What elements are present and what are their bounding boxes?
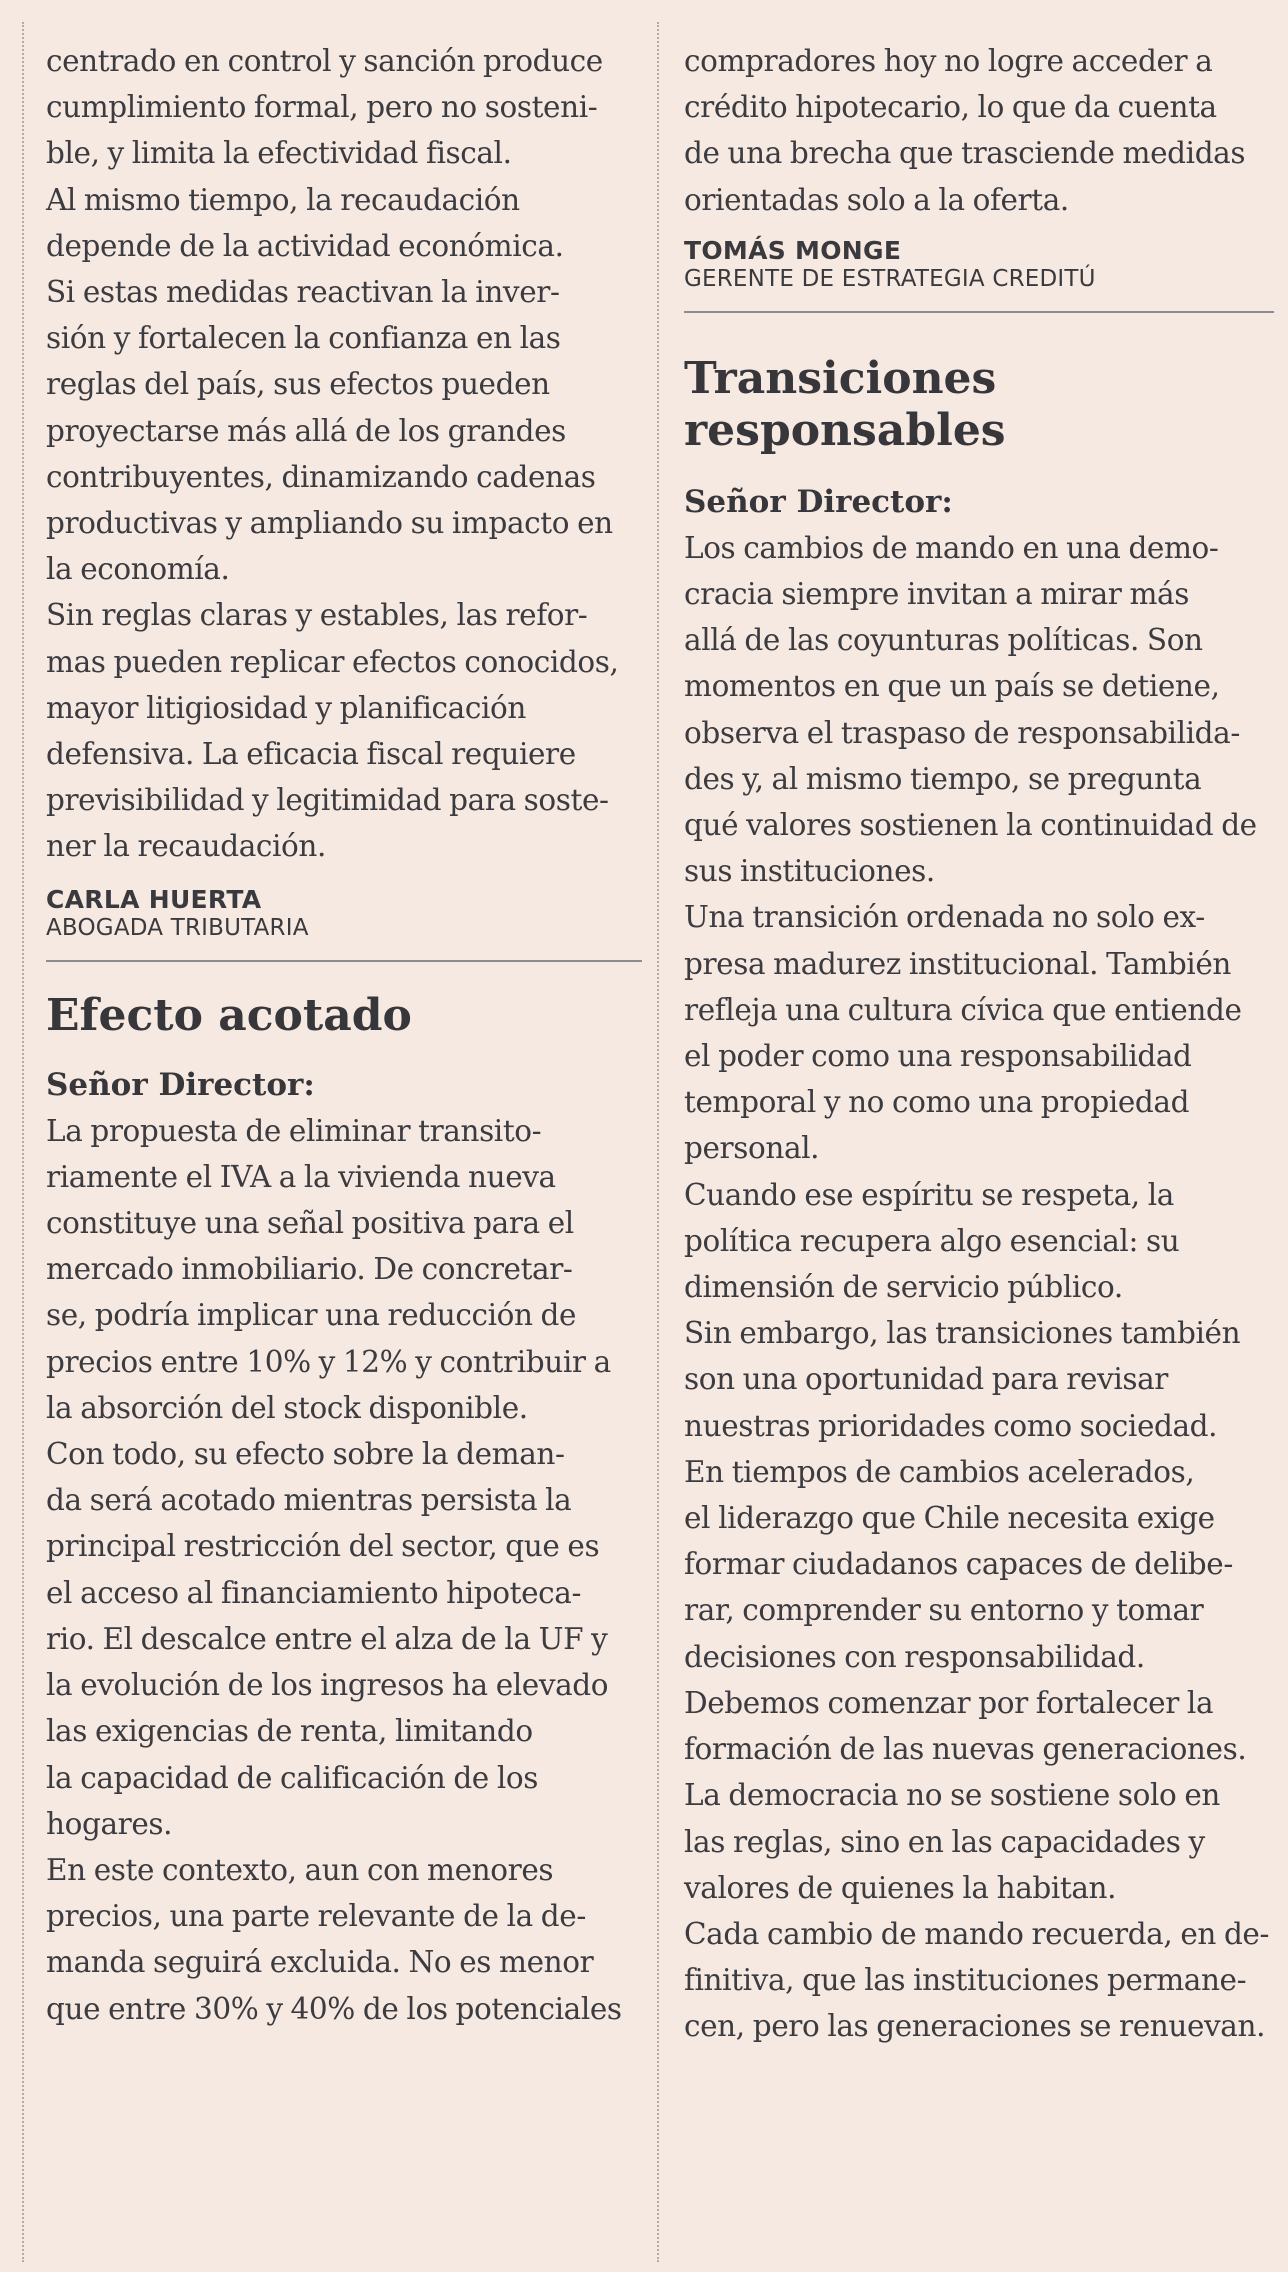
signature-name: TOMÁS MONGE xyxy=(684,235,902,265)
text-line: formar ciudadanos capaces de delibe- xyxy=(684,1547,1233,1582)
text-line: sus instituciones. xyxy=(684,854,935,889)
paragraph xyxy=(684,38,1274,223)
text-line: el acceso al financiamiento hipoteca- xyxy=(46,1575,582,1610)
text-line: presa madurez institucional. También xyxy=(684,946,1232,981)
text-line: previsibilidad y legitimidad para soste- xyxy=(46,783,609,818)
text-line: principal restricción del sector, que es xyxy=(46,1529,600,1564)
text-line: la capacidad de calificación de los xyxy=(46,1760,538,1795)
text-line: des y, al mismo tiempo, se pregunta xyxy=(684,761,1202,796)
text-line: personal. xyxy=(684,1131,820,1166)
text-line: productivas y ampliando su impacto en xyxy=(46,506,613,541)
text-line: manda seguirá excluida. No es menor xyxy=(46,1945,594,1980)
text-line: En tiempos de cambios acelerados, xyxy=(684,1454,1195,1489)
text-line: Sin reglas claras y estables, las refor- xyxy=(46,598,588,633)
text-line: observa el traspaso de responsabilida- xyxy=(684,715,1240,750)
paragraph xyxy=(46,269,642,592)
text-line: ner la recaudación. xyxy=(46,829,326,864)
text-line: el liderazgo que Chile necesita exige xyxy=(684,1501,1215,1536)
text-line: son una oportunidad para revisar xyxy=(684,1362,1168,1397)
paragraph xyxy=(46,1847,642,2032)
text-line: compradores hoy no logre acceder a xyxy=(684,44,1213,78)
paragraph xyxy=(46,177,642,269)
letter-1-body xyxy=(46,38,642,870)
signature-role: GERENTE DE ESTRATEGIA CREDITÚ xyxy=(684,265,1096,292)
letter-2-continuation xyxy=(684,38,1274,223)
text-line: contribuyentes, dinamizando cadenas xyxy=(46,459,596,494)
paragraph xyxy=(684,1911,1274,2050)
text-line: decisiones con responsabilidad. xyxy=(684,1639,1145,1674)
text-line: centrado en control y sanción produce xyxy=(46,44,603,78)
text-line: defensiva. La eficacia fiscal requiere xyxy=(46,737,576,772)
text-line: qué valores sostienen la continuidad de xyxy=(684,808,1257,843)
text-line: En este contexto, aun con menores xyxy=(46,1852,554,1887)
title-line: Transiciones xyxy=(684,352,997,404)
text-line: ble, y limita la efectividad fiscal. xyxy=(46,136,512,171)
text-line: constituye una señal positiva para el xyxy=(46,1206,574,1241)
text-line: de una brecha que trasciende medidas xyxy=(684,136,1246,171)
text-line: Debemos comenzar por fortalecer la xyxy=(684,1685,1214,1720)
paragraph xyxy=(46,1108,642,1431)
text-line: Sin embargo, las transiciones también xyxy=(684,1316,1241,1351)
text-line: Cuando ese espíritu se respeta, la xyxy=(684,1177,1174,1212)
text-line: Cada cambio de mando recuerda, en de- xyxy=(684,1916,1270,1951)
text-line: orientadas solo a la oferta. xyxy=(684,182,1069,217)
paragraph xyxy=(684,1172,1274,1311)
text-line: finitiva, que las instituciones permane- xyxy=(684,1963,1247,1998)
salutation: Señor Director: xyxy=(684,483,953,520)
text-line: mercado inmobiliario. De concretar- xyxy=(46,1252,573,1287)
text-line: la economía. xyxy=(46,552,230,587)
text-line: mas pueden replicar efectos conocidos, xyxy=(46,644,619,679)
text-line: da será acotado mientras persista la xyxy=(46,1483,572,1518)
title-line: responsables xyxy=(684,404,1006,456)
paragraph xyxy=(46,38,642,177)
left-dotted-border xyxy=(22,22,24,2262)
text-line: dimensión de servicio público. xyxy=(684,1270,1123,1305)
text-line: crédito hipotecario, lo que da cuenta xyxy=(684,90,1217,125)
text-line: depende de la actividad económica. xyxy=(46,228,564,263)
text-line: temporal y no como una propiedad xyxy=(684,1085,1190,1120)
text-line: Al mismo tiempo, la recaudación xyxy=(46,182,520,217)
signature-role: ABOGADA TRIBUTARIA xyxy=(46,914,309,941)
text-line: momentos en que un país se detiene, xyxy=(684,669,1220,704)
text-line: las reglas, sino en las capacidades y xyxy=(684,1824,1205,1859)
text-line: cen, pero las generaciones se renuevan. xyxy=(684,2009,1266,2044)
text-line: el poder como una responsabilidad xyxy=(684,1039,1192,1074)
letter-title: Efecto acotado xyxy=(46,989,412,1041)
text-line: Una transición ordenada no solo ex- xyxy=(684,900,1205,935)
text-line: Los cambios de mando en una demo- xyxy=(684,530,1219,565)
text-line: la absorción del stock disponible. xyxy=(46,1390,528,1425)
paragraph xyxy=(684,894,1274,1171)
text-line: rio. El descalce entre el alza de la UF y xyxy=(46,1621,608,1656)
left-column xyxy=(46,38,642,2032)
text-line: las exigencias de renta, limitando xyxy=(46,1714,533,1749)
text-line: formación de las nuevas generaciones. xyxy=(684,1732,1247,1767)
text-line: política recupera algo esencial: su xyxy=(684,1223,1180,1258)
salutation: Señor Director: xyxy=(46,1066,315,1103)
right-column xyxy=(684,38,1274,2050)
column-dotted-divider xyxy=(657,22,659,2262)
letter-title xyxy=(684,353,1274,457)
text-line: riamente el IVA a la vivienda nueva xyxy=(46,1159,556,1194)
text-line: hogares. xyxy=(46,1806,173,1841)
text-line: se, podría implicar una reducción de xyxy=(46,1298,577,1333)
text-line: Con todo, su efecto sobre la deman- xyxy=(46,1437,565,1472)
text-line: la evolución de los ingresos ha elevado xyxy=(46,1668,609,1703)
text-line: proyectarse más allá de los grandes xyxy=(46,413,566,448)
text-line: Si estas medidas reactivan la inver- xyxy=(46,275,560,310)
text-line: nuestras prioridades como sociedad. xyxy=(684,1408,1218,1443)
text-line: que entre 30% y 40% de los potenciales xyxy=(46,1991,622,2026)
text-line: precios entre 10% y 12% y contribuir a xyxy=(46,1344,611,1379)
text-line: La propuesta de eliminar transito- xyxy=(46,1113,542,1148)
paragraph xyxy=(684,1449,1274,1680)
text-line: valores de quienes la habitan. xyxy=(684,1870,1117,1905)
text-line: La democracia no se sostiene solo en xyxy=(684,1778,1221,1813)
letter-3-body xyxy=(684,525,1274,2050)
text-line: cracia siempre invitan a mirar más xyxy=(684,577,1189,612)
signature-name: CARLA HUERTA xyxy=(46,884,262,914)
text-line: allá de las coyunturas políticas. Son xyxy=(684,623,1203,658)
letter-2-body xyxy=(46,1108,642,2032)
text-line: rar, comprender su entorno y tomar xyxy=(684,1593,1204,1628)
text-line: precios, una parte relevante de la de- xyxy=(46,1899,586,1934)
paragraph xyxy=(684,1772,1274,1911)
text-line: reglas del país, sus efectos pueden xyxy=(46,367,550,402)
paragraph xyxy=(684,1680,1274,1772)
text-line: sión y fortalecen la confianza en las xyxy=(46,321,561,356)
paragraph xyxy=(46,1431,642,1847)
text-line: cumplimiento formal, pero no sosteni- xyxy=(46,90,598,125)
paragraph xyxy=(684,1310,1274,1449)
paragraph xyxy=(684,525,1274,895)
text-line: mayor litigiosidad y planificación xyxy=(46,690,526,725)
paragraph xyxy=(46,592,642,869)
text-line: refleja una cultura cívica que entiende xyxy=(684,992,1242,1027)
